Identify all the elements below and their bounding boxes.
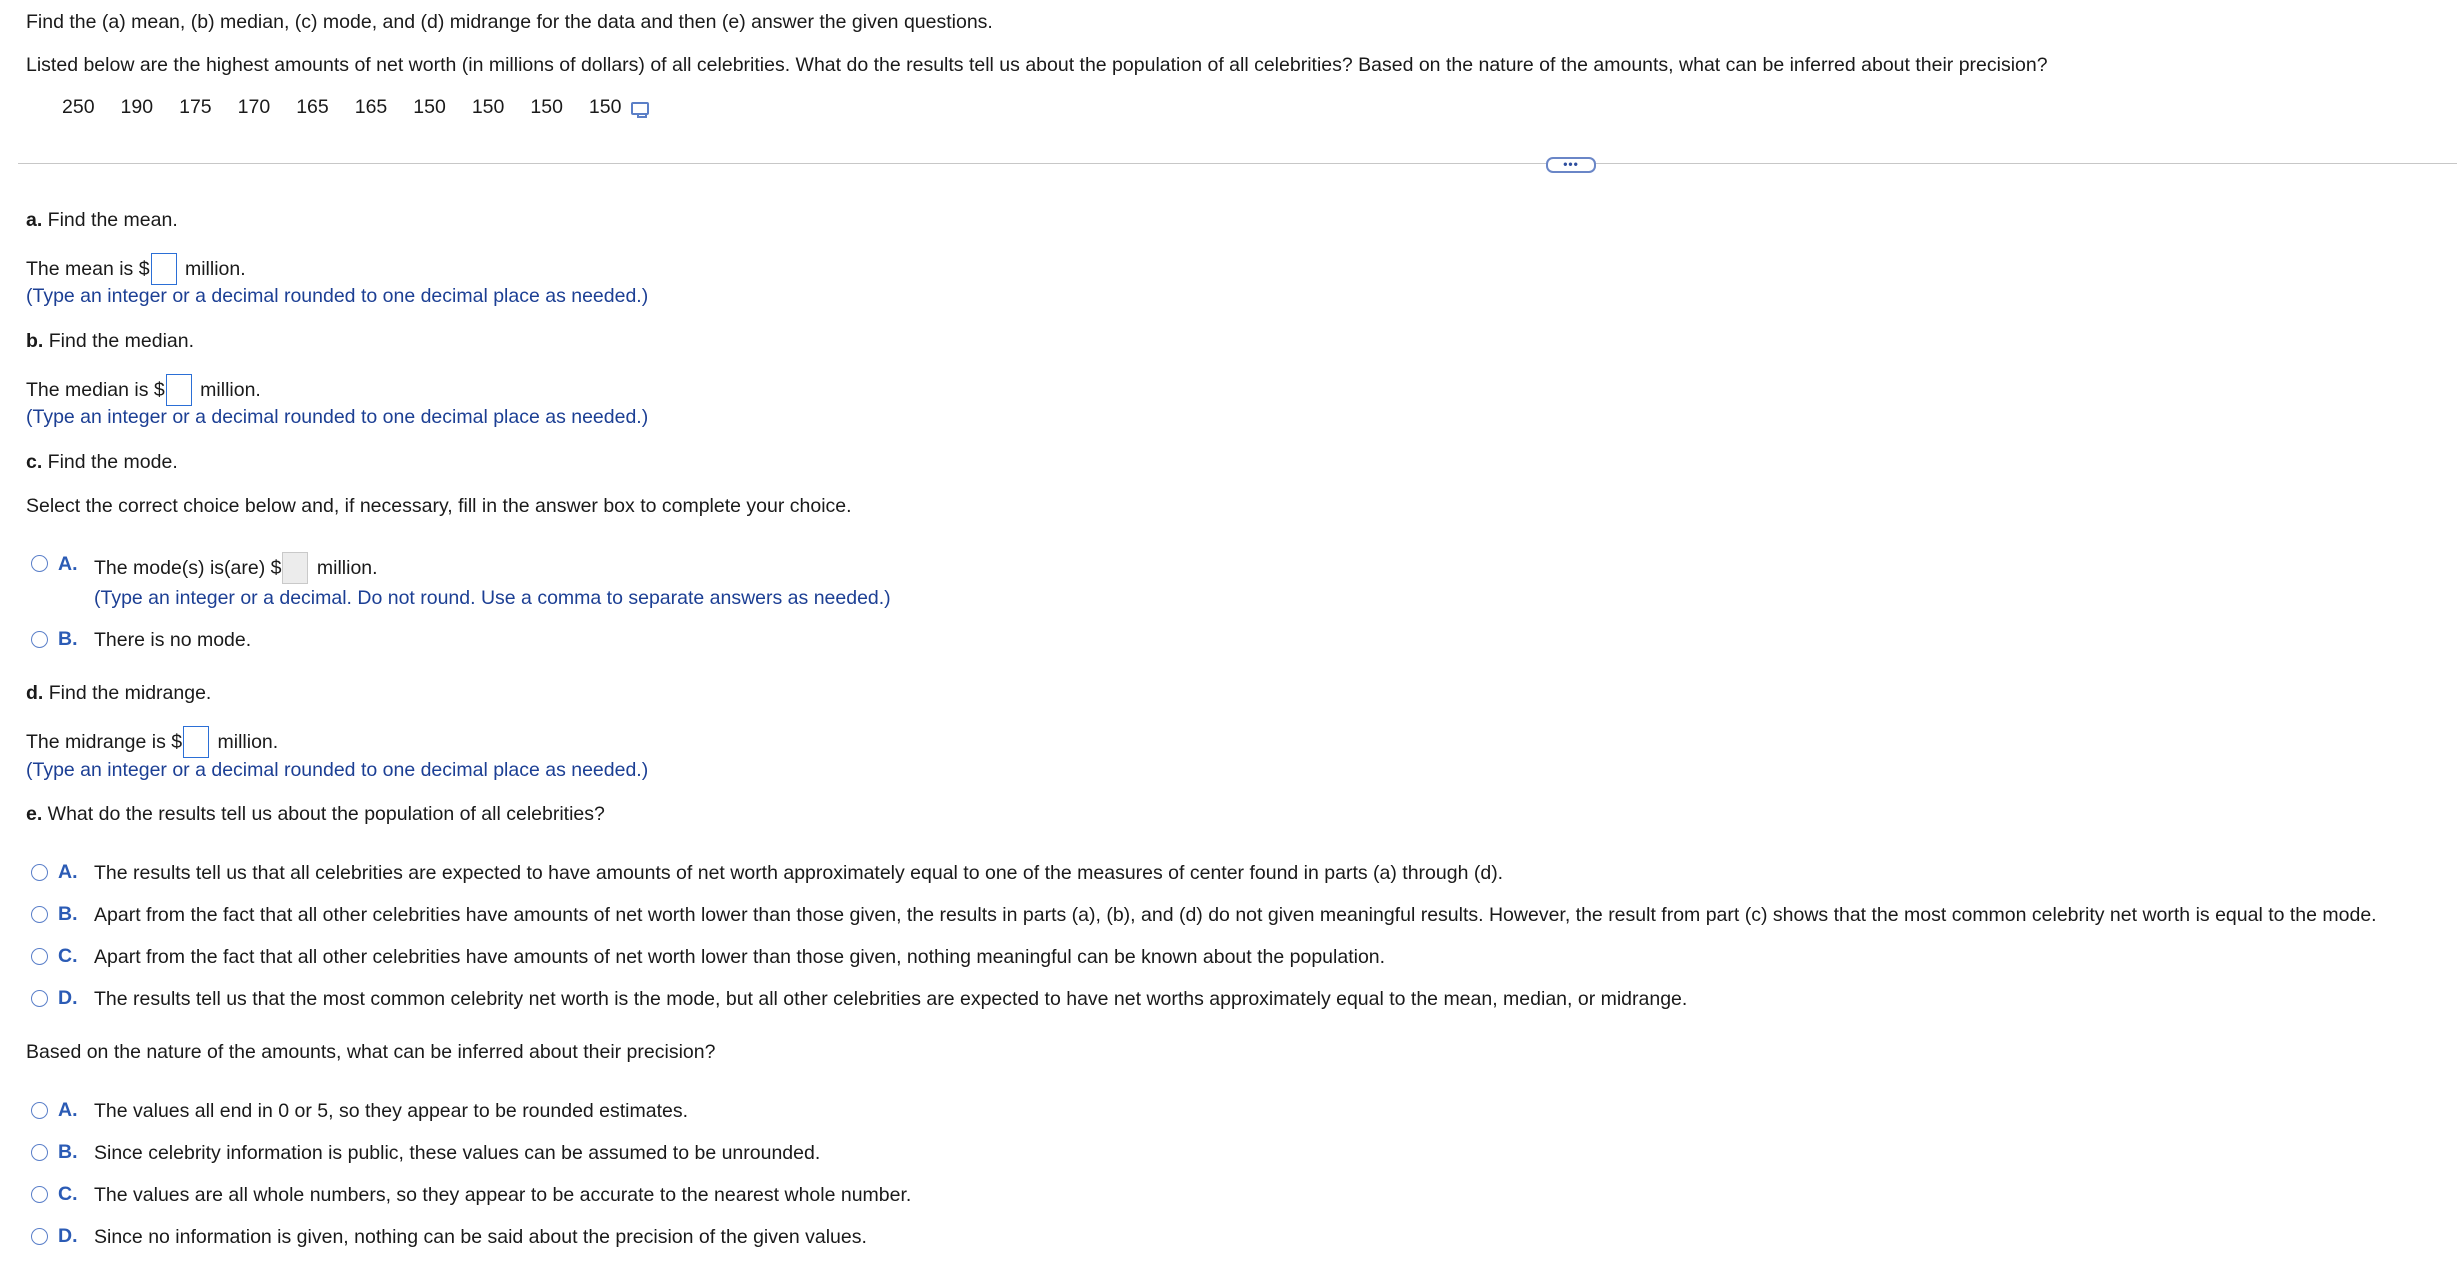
precision-option-c-letter: C. <box>58 1183 78 1205</box>
median-prefix: The median is $ <box>26 379 165 402</box>
population-option-b-text: Apart from the fact that all other celebrities have amounts of net worth lower than those given, the results in parts (a), (b), and (d) do not given meaningful results. However, the result from part (c) shows that the most common celebrity net worth is equal to the mode. <box>94 904 2377 926</box>
midrange-hint: (Type an integer or a decimal rounded to one decimal place as needed.) <box>26 759 649 781</box>
mean-input[interactable] <box>151 253 177 285</box>
part-a-question-text: Find the mean. <box>42 209 178 231</box>
mode-prefix: The mode(s) is(are) $ <box>94 557 282 580</box>
part-c-question-text: Find the mode. <box>42 451 178 473</box>
part-d-question <box>26 681 211 705</box>
population-option-c-letter: C. <box>58 945 78 967</box>
mode-option-b-letter: B. <box>58 628 78 650</box>
precision-option-d-radio[interactable] <box>31 1228 48 1245</box>
midrange-answer-row <box>26 727 278 759</box>
mode-option-b-text: There is no mode. <box>94 629 252 651</box>
instruction-text: Find the (a) mean, (b) median, (c) mode, and (d) midrange for the data and then (e) answer the given questions. <box>26 11 993 33</box>
data-value: 150 <box>471 96 505 118</box>
midrange-suffix: million. <box>212 731 279 754</box>
data-value: 170 <box>237 96 271 118</box>
precision-option-c-text: The values are all whole numbers, so they appear to be accurate to the nearest whole number. <box>94 1184 912 1206</box>
part-a-question <box>26 208 178 232</box>
data-value: 190 <box>120 96 154 118</box>
data-value: 165 <box>296 96 329 118</box>
more-button[interactable]: ••• <box>1546 157 1596 173</box>
mode-suffix: million. <box>311 557 378 580</box>
part-c-letter: c. <box>26 451 43 473</box>
data-value: 150 <box>588 96 622 118</box>
precision-option-b-letter: B. <box>58 1141 78 1163</box>
part-b-question <box>26 329 194 353</box>
mode-option-a-letter: A. <box>58 553 78 575</box>
precision-option-a-letter: A. <box>58 1099 78 1121</box>
mode-option-b-radio[interactable] <box>31 631 48 648</box>
section-divider <box>18 163 2457 164</box>
population-option-b-letter: B. <box>58 903 78 925</box>
popout-data-icon[interactable] <box>631 102 649 115</box>
population-option-a-radio[interactable] <box>31 864 48 881</box>
median-input[interactable] <box>166 374 192 406</box>
part-c-question <box>26 450 178 474</box>
median-answer-row <box>26 375 261 407</box>
mode-instruction: Select the correct choice below and, if necessary, fill in the answer box to complete your choice. <box>26 495 852 517</box>
part-e-question <box>26 802 605 826</box>
midrange-prefix: The midrange is $ <box>26 731 183 754</box>
mode-option-a <box>94 553 378 585</box>
part-b-question-text: Find the median. <box>43 330 195 352</box>
mean-answer-row <box>26 254 246 286</box>
population-option-d-letter: D. <box>58 987 78 1009</box>
precision-option-b-radio[interactable] <box>31 1144 48 1161</box>
population-option-b-radio[interactable] <box>31 906 48 923</box>
precision-option-d-text: Since no information is given, nothing can be said about the precision of the given values. <box>94 1226 867 1248</box>
population-option-d-radio[interactable] <box>31 990 48 1007</box>
population-option-c-radio[interactable] <box>31 948 48 965</box>
precision-option-a-text: The values all end in 0 or 5, so they appear to be rounded estimates. <box>94 1100 689 1122</box>
data-value: 175 <box>179 96 212 118</box>
precision-option-d-letter: D. <box>58 1225 78 1247</box>
part-d-question-text: Find the midrange. <box>43 682 212 704</box>
mode-hint: (Type an integer or a decimal. Do not round. Use a comma to separate answers as needed.) <box>94 587 891 609</box>
mode-input[interactable] <box>282 552 308 584</box>
population-option-d-text: The results tell us that the most common celebrity net worth is the mode, but all other celebrities are expected to have net worths approximately equal to the mean, median, or midrange. <box>94 988 1688 1010</box>
data-value: 165 <box>354 96 388 118</box>
precision-option-b-text: Since celebrity information is public, these values can be assumed to be unrounded. <box>94 1142 821 1164</box>
median-hint: (Type an integer or a decimal rounded to one decimal place as needed.) <box>26 406 649 428</box>
precision-option-a-radio[interactable] <box>31 1102 48 1119</box>
mode-option-a-radio[interactable] <box>31 555 48 572</box>
part-a-letter: a. <box>26 209 43 231</box>
median-suffix: million. <box>194 379 261 402</box>
part-e-letter: e. <box>26 803 43 825</box>
mean-prefix: The mean is $ <box>26 258 150 281</box>
data-value: 150 <box>530 96 563 118</box>
part-d-letter: d. <box>26 682 44 704</box>
data-values <box>62 96 649 119</box>
population-option-c-text: Apart from the fact that all other celebrities have amounts of net worth lower than those given, nothing meaningful can be known about the population. <box>94 946 1386 968</box>
midrange-input[interactable] <box>183 726 209 758</box>
mean-hint: (Type an integer or a decimal rounded to one decimal place as needed.) <box>26 285 649 307</box>
precision-option-c-radio[interactable] <box>31 1186 48 1203</box>
data-value: 250 <box>62 96 95 118</box>
question-prompt: Listed below are the highest amounts of net worth (in millions of dollars) of all celebrities. What do the results tell us about the population of all celebrities? Based on the nature of the amounts, what can be inferred about their precision? <box>26 54 2048 76</box>
part-b-letter: b. <box>26 330 44 352</box>
mean-suffix: million. <box>179 258 246 281</box>
data-value: 150 <box>413 96 446 118</box>
precision-question: Based on the nature of the amounts, what can be inferred about their precision? <box>26 1041 716 1063</box>
population-option-a-text: The results tell us that all celebrities are expected to have amounts of net worth approximately equal to one of the measures of center found in parts (a) through (d). <box>94 862 1504 884</box>
part-e-question-text: What do the results tell us about the population of all celebrities? <box>42 803 605 825</box>
population-option-a-letter: A. <box>58 861 78 883</box>
